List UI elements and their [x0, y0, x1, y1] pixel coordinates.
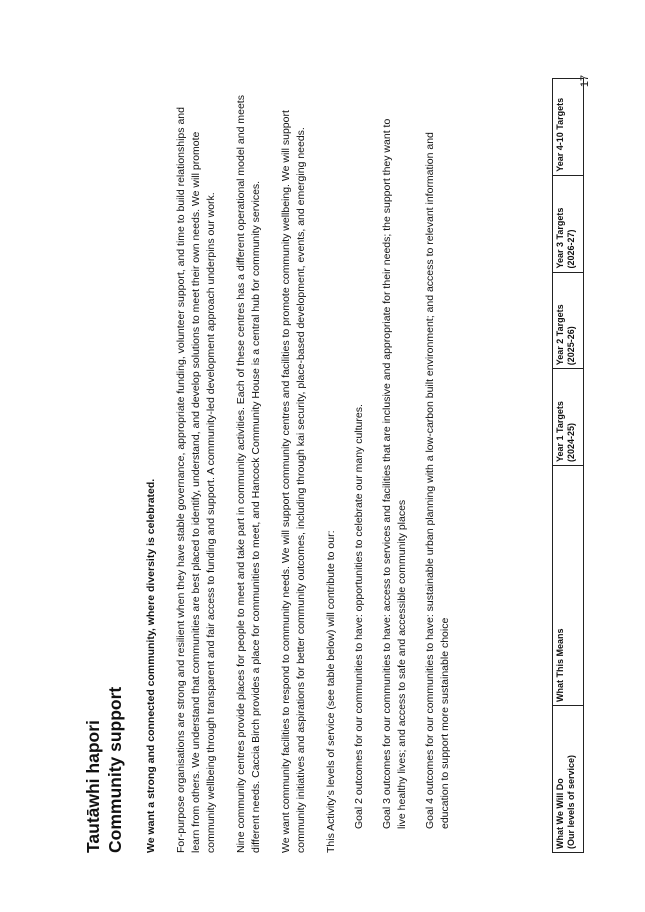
rotated-page-content [82, 78, 637, 853]
column-header-what-we-will-do [553, 705, 584, 852]
column-header-subline: (2026-27) [566, 229, 576, 269]
page-number: 17 [579, 74, 591, 88]
goals-intro: This Activity’s levels of service (see table below) will contribute to our: [325, 530, 337, 853]
column-header-line: Year 1 Targets [555, 401, 565, 463]
column-header-year-4-10 [553, 79, 584, 176]
column-header-line: What This Means [555, 628, 565, 702]
column-header-year-2 [553, 272, 584, 369]
column-header-year-3 [553, 175, 584, 272]
paragraph-funding: For-purpose organisations are strong and resilient when they have stable governance, appropriate funding, volunteer support, and time to build relationships and learn from others. We understand that communities are best placed to identify, understand, and develop solutions to meet their own needs. We will promote community wellbeing through transparent and fair access to funding and support. A community-led development approach underpins our work. [175, 107, 217, 853]
column-header-line: What We Will Do [555, 778, 565, 849]
column-header-year-1 [553, 369, 584, 466]
column-header-subline: (2024-25) [566, 422, 576, 463]
column-header-line: Year 3 Targets [555, 207, 565, 269]
table-header-row [553, 79, 584, 853]
column-header-line: Year 4-10 Targets [555, 97, 565, 172]
levels-of-service-table [552, 78, 584, 853]
goal-item: Goal 2 outcomes for our communities to have: opportunities to celebrate our many cultures. [353, 404, 365, 829]
lead-statement: We want a strong and connected community, where diversity is celebrated. [145, 478, 157, 853]
column-header-line: Year 2 Targets [555, 304, 565, 366]
paragraph-community-facilities: We want community facilities to respond to community needs. We will support community centres and facilities to promote community wellbeing. We will support community initiatives and aspirations for better community outcomes, including through kai security, place-based development, events, and emerging needs. [280, 110, 307, 853]
goal-item: Goal 4 outcomes for our communities to have: sustainable urban planning with a low-carbon built environment; and access to relevant information and education to support more sustainable choice [424, 132, 451, 829]
goal-item: Goal 3 outcomes for our communities to have: access to services and facilities that are inclusive and appropriate for their needs; the support they want to live healthy lives; and access to safe and accessible community places [381, 118, 408, 829]
page-title: Community support [105, 686, 125, 853]
column-header-what-this-means [553, 466, 584, 706]
column-header-subline: (Our levels of service) [566, 754, 576, 849]
column-header-subline: (2025-26) [566, 326, 576, 366]
page-title-maori: Tautāwhi hapori [83, 720, 103, 853]
paragraph-community-centres: Nine community centres provide places for people to meet and take part in community activities. Each of these centres has a different operational model and meets different needs. Caccia Birch provides a place for communities to meet, and Hancock Community House is a central hub for community services. [235, 95, 262, 853]
